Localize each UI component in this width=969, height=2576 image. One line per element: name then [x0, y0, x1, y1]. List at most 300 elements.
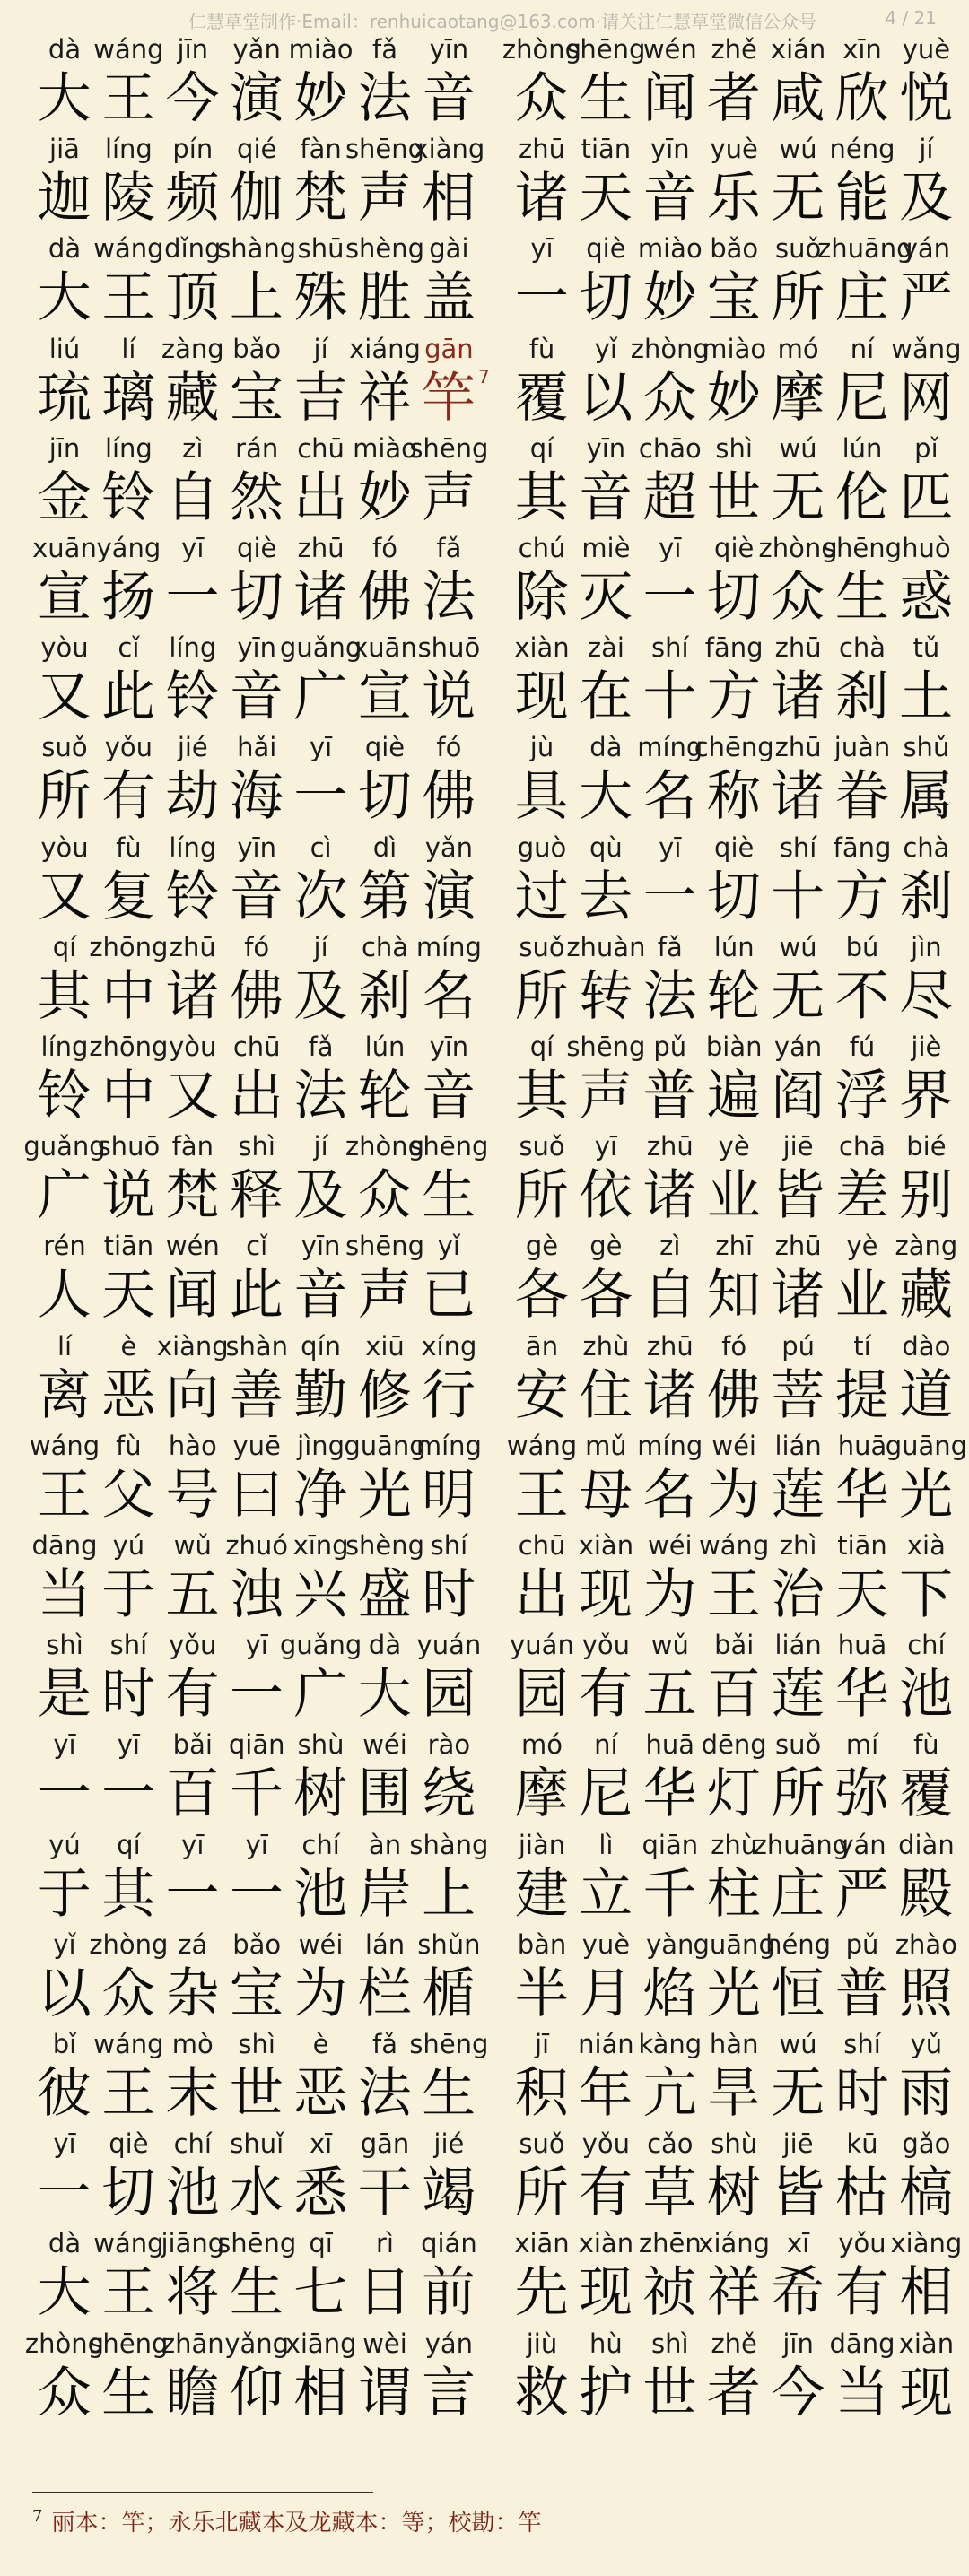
- pinyin: suǒ: [519, 1131, 565, 1162]
- char-cell: [894, 1630, 957, 1730]
- hanzi: 第: [357, 865, 412, 928]
- pinyin: miào: [702, 333, 767, 364]
- header-credit: 仁慧草堂制作·Email：renhuicaotang@163.com·请关注仁慧草堂微信公众号: [188, 11, 817, 32]
- hanzi: 恒: [771, 1962, 825, 2025]
- hanzi: 一: [37, 1762, 92, 1826]
- hanzi: 围: [357, 1762, 412, 1826]
- hanzi: 将: [165, 2261, 220, 2325]
- hanzi: 佛: [706, 1363, 761, 1427]
- pinyin: qī: [309, 2228, 333, 2259]
- char-cell: [416, 2128, 480, 2229]
- hanzi: 广: [293, 666, 348, 729]
- pinyin: shèng: [345, 233, 425, 265]
- hanzi: 众: [37, 2361, 92, 2424]
- verse-line-left: [32, 1630, 481, 1730]
- hanzi: 盛: [357, 1563, 412, 1626]
- hanzi: 名: [642, 1463, 697, 1527]
- hanzi: 十: [771, 865, 825, 928]
- hanzi: 柱: [706, 1862, 761, 1926]
- pinyin: xiān: [514, 2228, 570, 2259]
- verse-line-left: [32, 1331, 481, 1432]
- pinyin: xiàng: [413, 134, 485, 165]
- hanzi: 刹: [899, 865, 954, 928]
- verse-line-left: [24, 2328, 481, 2429]
- pinyin: yǒu: [581, 2128, 631, 2160]
- pinyin: fù: [528, 333, 555, 364]
- pinyin: wáng: [93, 233, 164, 265]
- pinyin: dāng: [31, 1530, 98, 1561]
- pinyin: ní: [594, 1729, 618, 1761]
- pinyin: bǐ: [52, 2029, 77, 2059]
- hanzi: 宣: [357, 666, 412, 729]
- pinyin: zàng: [895, 1231, 958, 1262]
- pinyin: chēng: [694, 732, 774, 763]
- hanzi: 切: [101, 2162, 156, 2225]
- hanzi: 所: [37, 765, 92, 829]
- hanzi: 现: [899, 2361, 954, 2424]
- pinyin: cǐ: [118, 632, 140, 664]
- verse-row: [0, 632, 969, 733]
- char-cell: [894, 433, 957, 534]
- hanzi: 时: [834, 2062, 889, 2125]
- hanzi: 摩: [771, 366, 825, 430]
- pinyin: qí: [52, 931, 77, 962]
- char-cell: [885, 1430, 968, 1531]
- pinyin: jiù: [526, 2328, 558, 2359]
- hanzi: 欣: [834, 67, 889, 130]
- char-cell: [416, 1231, 480, 1331]
- hanzi: 出: [229, 1065, 284, 1127]
- hanzi: 声: [357, 167, 412, 231]
- hanzi: 诸: [293, 566, 348, 629]
- hanzi: 宝: [706, 266, 761, 330]
- hanzi: 生: [101, 2361, 156, 2424]
- pinyin: wáng: [93, 2029, 164, 2059]
- char-cell: [409, 1829, 489, 1930]
- pinyin: zhū: [646, 1131, 694, 1162]
- verse-row: [0, 1530, 969, 1631]
- pinyin: qù: [589, 831, 623, 863]
- char-cell: [894, 1830, 957, 1930]
- verse-line-left: [32, 2029, 489, 2129]
- hanzi: 大: [37, 67, 92, 130]
- hanzi: 覆: [899, 1762, 954, 1826]
- hanzi: 照: [899, 1962, 954, 2025]
- pinyin: chí: [301, 1829, 340, 1860]
- pinyin: bié: [906, 1131, 947, 1162]
- pinyin: zhū: [297, 533, 345, 563]
- pinyin: yán: [424, 2328, 474, 2359]
- footnote: [32, 2504, 541, 2537]
- hanzi: 说: [422, 666, 476, 729]
- verse-line-left: [32, 632, 481, 733]
- pinyin: xiáng: [698, 2228, 771, 2259]
- pinyin: dà: [48, 233, 82, 265]
- hanzi: 其: [514, 466, 569, 529]
- pinyin: qín: [301, 1330, 342, 1362]
- pinyin: yàn: [646, 1928, 694, 1960]
- pinyin: tiān: [581, 134, 632, 165]
- hanzi: 恶: [101, 1363, 156, 1427]
- pinyin: chà: [361, 931, 409, 962]
- hanzi: 五: [165, 1563, 220, 1626]
- pinyin: biàn: [705, 1031, 763, 1062]
- pinyin: yīn: [301, 1231, 341, 1262]
- hanzi: 诸: [771, 666, 825, 729]
- hanzi: 枯: [834, 2162, 889, 2225]
- hanzi: 复: [101, 865, 156, 928]
- hanzi: 海: [229, 765, 284, 829]
- hanzi: 藏: [899, 1264, 954, 1327]
- hanzi: 人: [37, 1264, 92, 1327]
- pinyin: jiàn: [518, 1829, 566, 1860]
- hanzi: 有: [834, 2261, 889, 2325]
- char-cell: [416, 34, 480, 135]
- char-cell: [416, 1431, 480, 1531]
- pinyin: tiān: [103, 1231, 154, 1262]
- pinyin: fù: [913, 1729, 939, 1761]
- pinyin: chū: [518, 1530, 566, 1561]
- hanzi: 音: [579, 466, 633, 529]
- pinyin: wáng: [29, 1430, 100, 1461]
- hanzi: 现: [579, 1563, 633, 1626]
- pinyin: jīn: [48, 432, 81, 464]
- hanzi: 园: [514, 1663, 569, 1727]
- pinyin: shí: [651, 632, 689, 664]
- pinyin: è: [312, 2029, 329, 2059]
- pinyin: shì: [651, 2328, 689, 2359]
- verse-line-right: [510, 1530, 958, 1631]
- hanzi: 转: [579, 964, 633, 1028]
- pinyin: fāng: [833, 831, 892, 863]
- hanzi: 其: [37, 964, 92, 1028]
- pinyin: xuān: [32, 533, 97, 563]
- hanzi: 父: [101, 1463, 156, 1527]
- hanzi: 此: [229, 1264, 284, 1327]
- hanzi: 诸: [771, 1264, 825, 1327]
- pinyin: fǎ: [372, 34, 397, 65]
- pinyin: lún: [713, 931, 755, 962]
- pinyin: zá: [178, 1928, 208, 1960]
- pinyin: shēng: [89, 2328, 169, 2359]
- hanzi: 悦: [899, 67, 954, 130]
- hanzi: 树: [706, 2162, 761, 2225]
- hanzi: 恶: [293, 2062, 348, 2125]
- pinyin: mí: [845, 1729, 879, 1761]
- verse-row: [0, 1929, 969, 2030]
- pinyin: gǎo: [902, 2128, 951, 2160]
- hanzi: 此: [101, 666, 156, 729]
- pinyin: fó: [436, 732, 462, 763]
- pinyin: zì: [182, 432, 204, 464]
- hanzi: 妙: [642, 266, 697, 330]
- hanzi: 生: [229, 2261, 284, 2325]
- pinyin: shàng: [409, 1829, 489, 1860]
- hanzi: 乐: [706, 167, 761, 231]
- pinyin: gān: [424, 333, 474, 364]
- hanzi: 诸: [642, 1363, 697, 1427]
- hanzi: 生: [422, 2062, 476, 2125]
- hanzi: 莲: [771, 1463, 825, 1527]
- pinyin: yǐ: [594, 333, 617, 364]
- pinyin: dì: [372, 831, 397, 863]
- hanzi: 生: [579, 67, 633, 130]
- pinyin: guǎng: [279, 632, 362, 664]
- pinyin: zhōng: [89, 1031, 169, 1062]
- hanzi: 王: [514, 1463, 569, 1527]
- hanzi: 所: [514, 1164, 569, 1228]
- verse-row: [0, 1729, 969, 1830]
- pinyin: zhān: [161, 2328, 224, 2359]
- hanzi: 铃: [101, 466, 156, 529]
- hanzi: 陵: [101, 167, 156, 231]
- footnote-marker: 7: [478, 365, 490, 387]
- hanzi: 杂: [165, 1962, 220, 2025]
- verse-line-right: [510, 333, 962, 434]
- hanzi: 半: [514, 1962, 569, 2025]
- pinyin: jīn: [782, 2328, 814, 2359]
- pinyin: yuē: [232, 1430, 281, 1461]
- pinyin: jié: [177, 732, 208, 763]
- hanzi: 祯: [642, 2261, 697, 2325]
- hanzi: 宝: [229, 1962, 284, 2025]
- pinyin: yī: [53, 2128, 76, 2160]
- hanzi: 惑: [899, 566, 954, 629]
- pinyin: zhòng: [345, 1131, 425, 1162]
- pinyin: huā: [645, 1729, 695, 1761]
- verse-line-right: [510, 1331, 958, 1432]
- pinyin: shuō: [97, 1131, 161, 1162]
- pinyin: guǎng: [279, 1630, 362, 1661]
- pinyin: hàn: [709, 2029, 759, 2059]
- pinyin: dēng: [701, 1729, 767, 1761]
- pinyin: chū: [232, 1031, 281, 1062]
- pinyin: jī: [534, 2029, 550, 2059]
- verse-line-right: [502, 34, 958, 135]
- pinyin: fú: [849, 1031, 876, 1062]
- char-cell: [416, 1929, 480, 2030]
- verse-line-right: [510, 2128, 958, 2229]
- hanzi: 依: [579, 1164, 633, 1228]
- char-cell: [894, 533, 957, 633]
- pinyin: chā: [838, 1131, 886, 1162]
- hanzi: 大: [579, 765, 633, 829]
- char-cell: [416, 533, 480, 633]
- char-cell: [416, 1031, 480, 1132]
- pinyin: shí: [843, 2029, 881, 2059]
- pinyin: dà: [48, 2228, 82, 2259]
- hanzi: 所: [514, 2162, 569, 2225]
- pinyin: zhě: [711, 34, 757, 65]
- pinyin: suǒ: [774, 1729, 822, 1761]
- hanzi: 佛: [357, 566, 412, 629]
- pinyin: yè: [846, 1231, 878, 1262]
- hanzi: 离: [37, 1363, 92, 1427]
- pinyin: jiē: [782, 1131, 814, 1162]
- pinyin: fǎ: [308, 1031, 334, 1062]
- pinyin: zài: [587, 632, 624, 664]
- hanzi: 时: [422, 1563, 476, 1626]
- pinyin: xiàn: [578, 1530, 634, 1561]
- pinyin: bǎo: [232, 333, 282, 364]
- hanzi: 今: [771, 2361, 825, 2424]
- hanzi: 一: [165, 566, 220, 629]
- pinyin: yán: [838, 1829, 886, 1860]
- pinyin: yòu: [40, 632, 89, 664]
- hanzi: 向: [165, 1363, 220, 1427]
- pinyin: jí: [919, 134, 934, 165]
- pinyin: yǒu: [838, 2228, 886, 2259]
- pinyin: suǒ: [41, 732, 88, 763]
- hanzi: 知: [706, 1264, 761, 1327]
- pinyin: yán: [902, 233, 951, 265]
- pinyin: shì: [46, 1630, 83, 1661]
- pinyin: cǎo: [647, 2128, 694, 2160]
- hanzi: 释: [229, 1164, 284, 1228]
- pinyin: dà: [589, 732, 623, 763]
- hanzi: 相: [293, 2361, 348, 2424]
- hanzi: 七: [293, 2261, 348, 2325]
- hanzi: 岸: [357, 1862, 412, 1926]
- pinyin: qiè: [237, 533, 277, 563]
- pinyin: hù: [589, 2328, 623, 2359]
- hanzi: 演: [229, 67, 284, 130]
- pinyin: zhě: [711, 2328, 757, 2359]
- pinyin: guǎng: [23, 1131, 106, 1162]
- char-cell: [416, 1530, 480, 1631]
- pinyin: rì: [376, 2228, 394, 2259]
- verse-row: [0, 932, 969, 1032]
- hanzi: 有: [165, 1663, 220, 1727]
- hanzi: 大: [357, 1663, 412, 1727]
- char-cell: [416, 832, 480, 933]
- hanzi: 今: [165, 67, 220, 130]
- hanzi: 差: [834, 1164, 889, 1228]
- hanzi: 摩: [514, 1762, 569, 1826]
- verse-row: [0, 1830, 969, 1930]
- char-cell: [409, 1131, 489, 1231]
- verse-line-right: [510, 1231, 958, 1331]
- pinyin: shuō: [417, 632, 481, 664]
- pinyin: zhòng: [24, 2328, 105, 2359]
- hanzi: 上: [422, 1862, 476, 1926]
- pinyin: jiè: [911, 1031, 942, 1062]
- pinyin: míng: [415, 1430, 482, 1461]
- pinyin: kàng: [638, 2029, 703, 2059]
- pinyin: yǔ: [910, 2029, 943, 2059]
- pinyin: qí: [529, 432, 554, 464]
- hanzi: 覆: [514, 366, 569, 430]
- hanzi: 不: [834, 964, 889, 1028]
- hanzi: 楯: [422, 1962, 476, 2025]
- char-cell: [416, 233, 480, 334]
- hanzi: 然: [229, 466, 284, 529]
- hanzi: 树: [293, 1762, 348, 1826]
- pinyin: shì: [238, 1131, 275, 1162]
- hanzi: 母: [579, 1463, 633, 1527]
- hanzi: 千: [642, 1862, 697, 1926]
- pinyin: shǔ: [903, 732, 950, 763]
- pinyin: fàn: [300, 134, 342, 165]
- pinyin: líng: [169, 632, 217, 664]
- hanzi: 大: [37, 2261, 92, 2325]
- pinyin: qián: [421, 2228, 477, 2259]
- hanzi: 雨: [899, 2062, 954, 2125]
- verse-line-left: [32, 233, 481, 334]
- hanzi: 为: [706, 1463, 761, 1527]
- pinyin: zhōng: [89, 931, 169, 962]
- hanzi: 诸: [514, 167, 569, 231]
- hanzi: 天: [101, 1264, 156, 1327]
- hanzi: 尼: [579, 1762, 633, 1826]
- hanzi: 其: [514, 1065, 569, 1127]
- pinyin: qié: [237, 134, 277, 165]
- pinyin: chí: [173, 2128, 212, 2160]
- hanzi: 及: [293, 1164, 348, 1228]
- hanzi: 水: [229, 2162, 284, 2225]
- pinyin: líng: [104, 432, 153, 464]
- hanzi: 为: [293, 1962, 348, 2025]
- hanzi: 一: [514, 266, 569, 330]
- pinyin: chū: [297, 432, 345, 464]
- verse-row: [0, 1331, 969, 1432]
- verse-row: [0, 433, 969, 534]
- char-cell: [890, 2228, 963, 2328]
- pinyin: zhū: [519, 134, 565, 165]
- pinyin: tí: [853, 1330, 871, 1362]
- pinyin: shēng: [217, 2228, 297, 2259]
- char-cell: [409, 2029, 489, 2129]
- hanzi: 一: [642, 865, 697, 928]
- hanzi: 众: [771, 566, 825, 629]
- char-cell: [409, 432, 489, 534]
- pinyin: zhù: [582, 1330, 630, 1362]
- pinyin: gān: [360, 2128, 410, 2160]
- pinyin: zhū: [646, 1330, 694, 1362]
- pinyin: xíng: [421, 1330, 477, 1362]
- pinyin: guāng: [885, 1430, 968, 1461]
- pinyin: yǒu: [169, 1630, 217, 1661]
- hanzi: 业: [706, 1164, 761, 1228]
- pinyin: qí: [117, 1829, 141, 1860]
- pinyin: bǎo: [710, 233, 759, 265]
- hanzi: 佛: [422, 765, 476, 829]
- pinyin: suǒ: [519, 2128, 565, 2160]
- char-cell: [416, 932, 480, 1032]
- hanzi: 匹: [899, 466, 954, 529]
- pinyin: yáng: [96, 533, 162, 563]
- pinyin: shēng: [409, 1131, 489, 1162]
- hanzi: 华: [642, 1762, 697, 1826]
- hanzi: 切: [706, 865, 761, 928]
- hanzi: 祥: [706, 2261, 761, 2325]
- pinyin: shù: [711, 2128, 758, 2160]
- hanzi: 十: [642, 666, 697, 729]
- hanzi: 一: [293, 765, 348, 829]
- hanzi: 业: [834, 1264, 889, 1327]
- pinyin: pú: [781, 1330, 815, 1362]
- pinyin: qiè: [714, 533, 755, 563]
- verse-line-right: [510, 732, 958, 832]
- hanzi: 金: [37, 466, 92, 529]
- pinyin: fó: [721, 1330, 747, 1362]
- char-cell: [894, 2029, 957, 2129]
- hanzi: 治: [771, 1563, 825, 1626]
- hanzi: 华: [834, 1463, 889, 1527]
- pinyin: qiè: [586, 233, 626, 265]
- pinyin: yī: [181, 533, 205, 563]
- pinyin: zhī: [715, 1231, 754, 1262]
